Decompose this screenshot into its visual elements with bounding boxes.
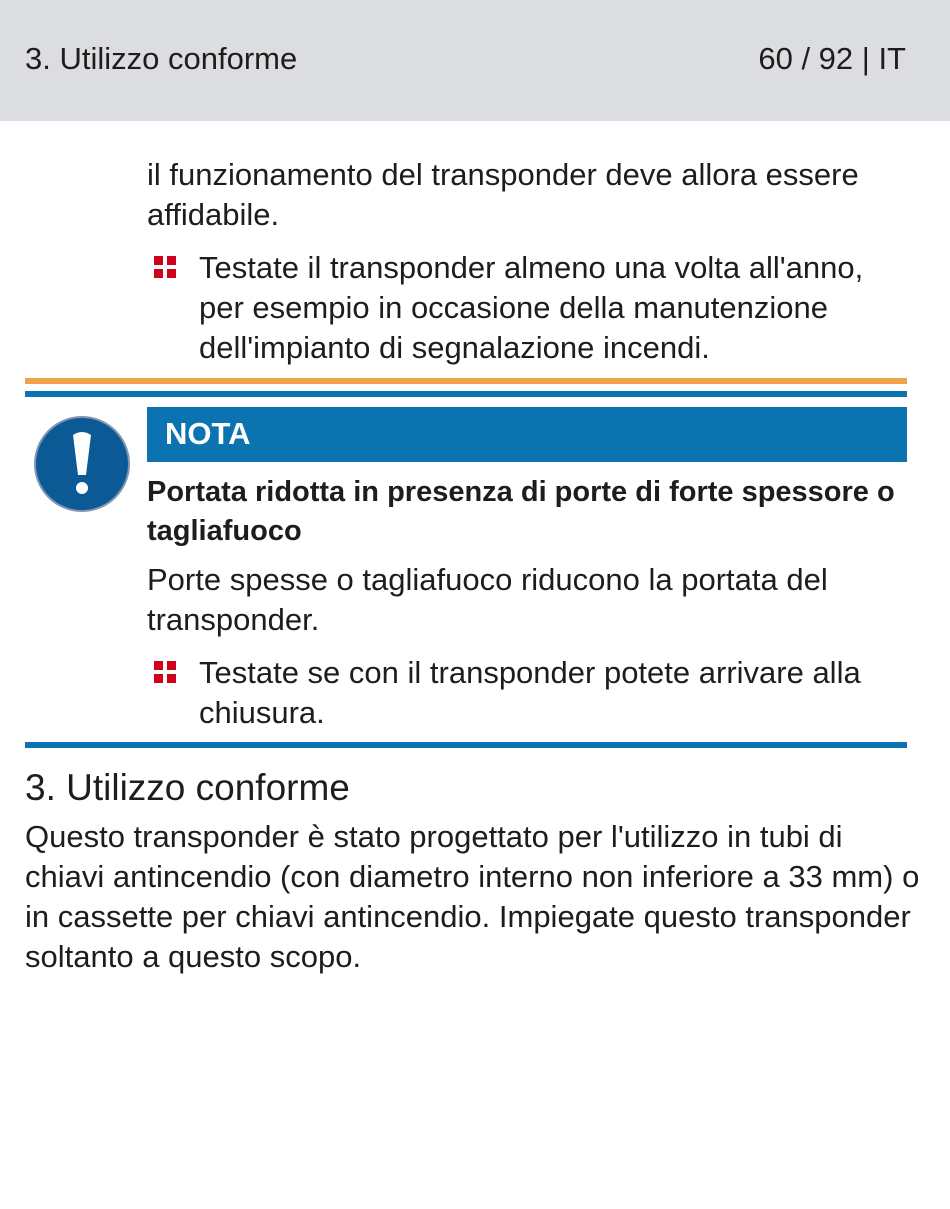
notice-title: Portata ridotta in presenza di porte di forte spessore o tagliafuoco — [147, 476, 895, 547]
list-item-text: Testate il transponder almeno una volta all'anno, per esempio in occasione della manutenzione dell'impianto di segnalazione incendi. — [199, 250, 864, 365]
exclamation-icon — [33, 415, 131, 513]
section-heading: 3. Utilizzo conforme — [25, 767, 350, 808]
header-section-title: 3. Utilizzo conforme — [25, 41, 298, 76]
list-item — [152, 653, 912, 737]
continuation-paragraph: il funzionamento del transponder deve allora essere affidabile. — [147, 157, 859, 232]
bullet-square-icon — [152, 659, 178, 685]
bullet-square-icon — [152, 254, 178, 280]
page-header — [0, 0, 950, 121]
list-item — [152, 248, 912, 372]
list-item-text: Testate se con il transponder potete arrivare alla chiusura. — [199, 655, 861, 730]
notice-top-rule-blue — [25, 391, 907, 397]
section-body: Questo transponder è stato progettato per l'utilizzo in tubi di chiavi antincendio (con diametro interno non inferiore a 33 mm) o in cassette per chiavi antincendio. Impiegate questo transponder soltanto a questo scopo. — [25, 819, 920, 974]
header-page-info: 60 / 92 | IT — [758, 41, 906, 76]
notice-body: Porte spesse o tagliafuoco riducono la portata del transponder. — [147, 562, 828, 637]
notice-label-bar — [147, 407, 907, 462]
notice-label: NOTA — [165, 416, 251, 451]
notice-top-rule-orange — [25, 378, 907, 384]
notice-bottom-rule — [25, 742, 907, 748]
